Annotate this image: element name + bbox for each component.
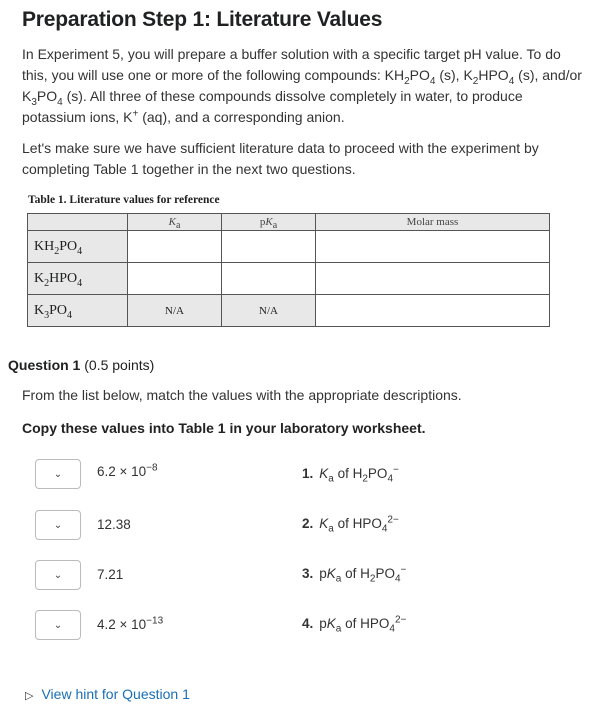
text-segment: a — [335, 623, 342, 635]
description-4 — [302, 615, 406, 633]
text-segment: 4 — [389, 623, 395, 635]
question-label: Question 1 — [8, 357, 81, 373]
header-molar-mass — [316, 214, 550, 231]
text-segment: a — [335, 573, 342, 585]
match-dropdown-4[interactable] — [35, 610, 81, 640]
compound-name — [28, 295, 128, 327]
table-row — [28, 263, 550, 295]
text-segment: (aq), and a corresponding anion. — [138, 109, 345, 125]
value-2 — [97, 516, 131, 534]
text-segment: 12.38 — [97, 517, 131, 532]
text-segment: 2. — [302, 516, 314, 531]
text-segment: 4 — [394, 573, 401, 585]
cell — [316, 231, 550, 263]
compound-name — [28, 231, 128, 263]
text-segment: p — [259, 216, 266, 228]
text-segment: PO — [367, 466, 388, 481]
text-segment: 3 — [31, 96, 37, 108]
text-segment: K — [265, 216, 273, 228]
text-segment: of HPO — [341, 616, 390, 631]
text-segment: 2− — [387, 514, 399, 526]
chevron-down-icon: ⌄ — [53, 569, 63, 581]
header-pka — [222, 214, 316, 231]
text-segment: K — [326, 616, 336, 631]
chevron-down-icon: ⌄ — [53, 619, 63, 631]
text-segment: 7.21 — [97, 567, 124, 582]
text-segment: 2 — [472, 75, 479, 87]
text-segment: − — [400, 564, 407, 576]
text-segment: KH — [34, 238, 55, 254]
text-segment: (s), and/or K — [22, 67, 582, 104]
cell — [222, 263, 316, 295]
match-dropdown-2[interactable] — [35, 510, 81, 540]
literature-table — [27, 213, 550, 327]
text-segment: 2 — [362, 473, 368, 485]
chevron-down-icon: ⌄ — [53, 519, 63, 531]
text-segment: In Experiment 5, you will prepare a buffer solution with a specific target pH value. To do this, you will use one or more of the following compounds: KH — [22, 46, 561, 83]
text-segment: − — [393, 464, 399, 476]
text-segment: 4. — [302, 616, 314, 631]
text-segment: 2− — [394, 614, 407, 626]
cell: N/A — [222, 295, 316, 327]
text-segment: + — [132, 108, 139, 120]
text-segment: 2 — [404, 75, 410, 87]
triangle-right-icon: ▷ — [25, 690, 34, 702]
text-segment: PO — [59, 238, 78, 254]
text-segment: K — [326, 566, 336, 581]
text-segment: 4 — [429, 75, 436, 87]
text-segment: K — [34, 302, 45, 318]
description-2 — [302, 515, 399, 533]
view-hint-link[interactable] — [25, 684, 587, 706]
question-instruction: Copy these values into Table 1 in your laboratory worksheet. — [22, 420, 426, 436]
cell: N/A — [128, 295, 222, 327]
value-1 — [97, 463, 158, 481]
question-prompt: From the list below, match the values with the appropriate descriptions. — [22, 387, 462, 403]
text-segment: p — [319, 616, 327, 631]
text-segment: 2 — [54, 245, 60, 257]
text-segment: a — [175, 220, 181, 232]
text-segment: K — [34, 270, 45, 286]
compound-name — [28, 263, 128, 295]
text-segment: PO — [409, 67, 430, 83]
description-3 — [302, 565, 406, 583]
text-segment: HPO — [478, 67, 509, 83]
cell — [222, 231, 316, 263]
page-title: Preparation Step 1: Literature Values — [22, 8, 383, 31]
text-segment: 4 — [67, 309, 73, 321]
text-segment: 6.2 × 10 — [97, 464, 147, 479]
text-segment: Molar mass — [406, 216, 459, 228]
hint-label: View hint for Question 1 — [41, 686, 190, 702]
text-segment: 4 — [77, 277, 83, 289]
value-4 — [97, 616, 163, 634]
header-empty — [28, 214, 128, 231]
text-segment: a — [328, 473, 334, 485]
text-segment: (s), K — [435, 67, 473, 83]
text-segment: PO — [36, 88, 58, 104]
text-segment: 4 — [508, 75, 515, 87]
description-1 — [302, 465, 399, 483]
text-segment: of H — [341, 566, 370, 581]
cell — [128, 231, 222, 263]
text-segment: 4 — [77, 245, 83, 257]
text-segment: a — [328, 523, 334, 535]
match-dropdown-3[interactable] — [35, 560, 81, 590]
text-segment: 2 — [44, 277, 50, 289]
match-dropdown-1[interactable] — [35, 459, 81, 489]
text-segment: HPO — [49, 270, 78, 286]
text-segment: −8 — [146, 462, 158, 474]
cell — [316, 263, 550, 295]
text-segment: 3 — [44, 309, 50, 321]
text-segment: 4 — [381, 523, 388, 535]
text-segment: K — [319, 466, 329, 481]
question-header — [8, 355, 587, 375]
chevron-down-icon: ⌄ — [53, 468, 63, 480]
cell — [128, 263, 222, 295]
header-ka — [128, 214, 222, 231]
value-3 — [97, 566, 123, 584]
text-segment: 4.2 × 10 — [97, 617, 147, 632]
text-segment: of HPO — [333, 516, 382, 531]
text-segment: 4 — [387, 473, 393, 485]
table-row — [28, 295, 550, 327]
table-header-row — [28, 214, 550, 231]
text-segment: a — [272, 220, 278, 232]
text-segment: PO — [375, 566, 395, 581]
text-segment: PO — [49, 302, 68, 318]
text-segment: 2 — [369, 573, 376, 585]
text-segment: 4 — [57, 96, 63, 108]
text-segment: K — [168, 216, 176, 228]
cell — [316, 295, 550, 327]
intro-paragraph — [22, 44, 587, 128]
text-segment: 3. — [302, 566, 314, 581]
text-segment: K — [319, 516, 329, 531]
question-points: (0.5 points) — [84, 357, 155, 373]
table-row — [28, 231, 550, 263]
text-segment: 1. — [302, 466, 314, 481]
matching-area — [22, 459, 587, 674]
text-segment: p — [319, 566, 327, 581]
table-caption: Table 1. Literature values for reference — [28, 194, 220, 206]
text-segment: of H — [333, 466, 363, 481]
text-segment: (s). All three of these compounds dissolve completely in water, to produce potassium ions, K — [22, 88, 523, 125]
intro-paragraph-2: Let's make sure we have sufficient literature data to proceed with the experiment by completing Table 1 together in the next two questions. — [22, 140, 539, 177]
text-segment: −13 — [146, 615, 164, 627]
